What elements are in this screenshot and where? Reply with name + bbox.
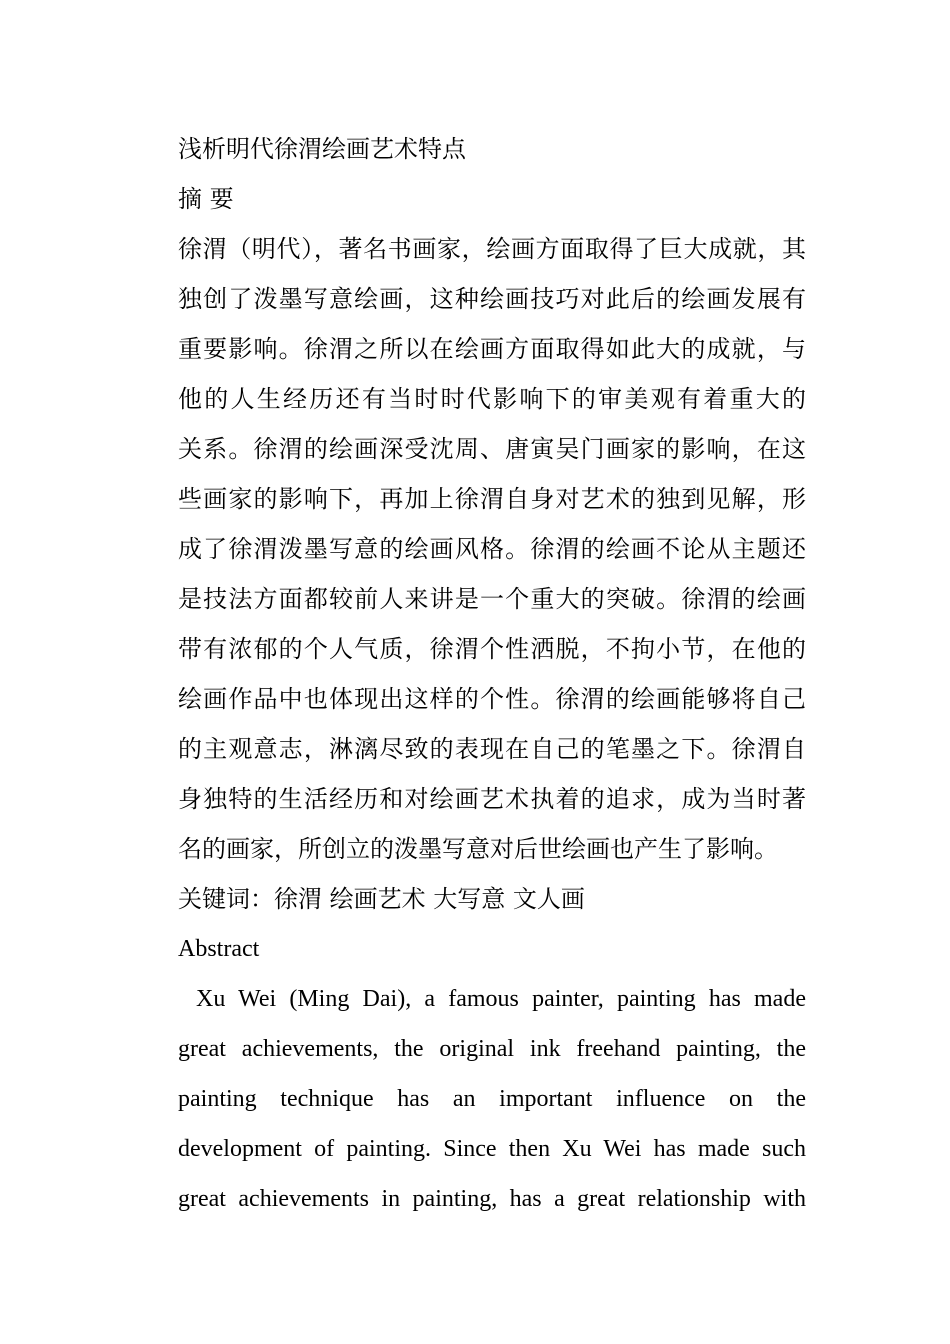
abstract-en-line: Xu Wei (Ming Dai), a famous painter, painting has made <box>196 986 806 1012</box>
abstract-cn-line: 他的人生经历还有当时时代影响下的审美观有着重大的 <box>178 385 806 413</box>
abstract-cn-line: 身独特的生活经历和对绘画艺术执着的追求，成为当时著 <box>178 785 806 813</box>
abstract-cn-line: 重要影响。徐渭之所以在绘画方面取得如此大的成就，与 <box>178 335 806 363</box>
abstract-cn-line: 名的画家，所创立的泼墨写意对后世绘画也产生了影响。 <box>178 835 778 863</box>
abstract-cn-line: 独创了泼墨写意绘画，这种绘画技巧对此后的绘画发展有 <box>178 285 806 313</box>
abstract-cn-line: 成了徐渭泼墨写意的绘画风格。徐渭的绘画不论从主题还 <box>178 535 806 563</box>
abstract-cn-line: 是技法方面都较前人来讲是一个重大的突破。徐渭的绘画 <box>178 585 806 613</box>
keywords-line: 关键词：徐渭 绘画艺术 大写意 文人画 <box>178 885 585 913</box>
document-body <box>178 124 806 1224</box>
abstract-en-line: development of painting. Since then Xu Wei has made such <box>178 1136 806 1162</box>
abstract-cn-line: 带有浓郁的个人气质，徐渭个性洒脱，不拘小节，在他的 <box>178 635 806 663</box>
abstract-cn-line: 徐渭（明代），著名书画家，绘画方面取得了巨大成就，其 <box>178 235 806 263</box>
abstract-en-line: great achievements in painting, has a great relationship with <box>178 1186 806 1212</box>
abstract-en-line: great achievements, the original ink freehand painting, the <box>178 1036 806 1062</box>
abstract-cn-paragraph <box>178 224 806 874</box>
abstract-heading-en: Abstract <box>178 936 260 962</box>
abstract-heading-cn: 摘 要 <box>178 185 234 213</box>
abstract-cn-line: 的主观意志，淋漓尽致的表现在自己的笔墨之下。徐渭自 <box>178 735 806 763</box>
document-title: 浅析明代徐渭绘画艺术特点 <box>178 135 466 163</box>
abstract-cn-line: 些画家的影响下，再加上徐渭自身对艺术的独到见解，形 <box>178 485 806 513</box>
abstract-cn-line: 绘画作品中也体现出这样的个性。徐渭的绘画能够将自己 <box>178 685 806 713</box>
abstract-en-paragraph <box>178 974 806 1224</box>
abstract-en-line: painting technique has an important influence on the <box>178 1086 806 1112</box>
abstract-cn-line: 关系。徐渭的绘画深受沈周、唐寅吴门画家的影响，在这 <box>178 435 806 463</box>
